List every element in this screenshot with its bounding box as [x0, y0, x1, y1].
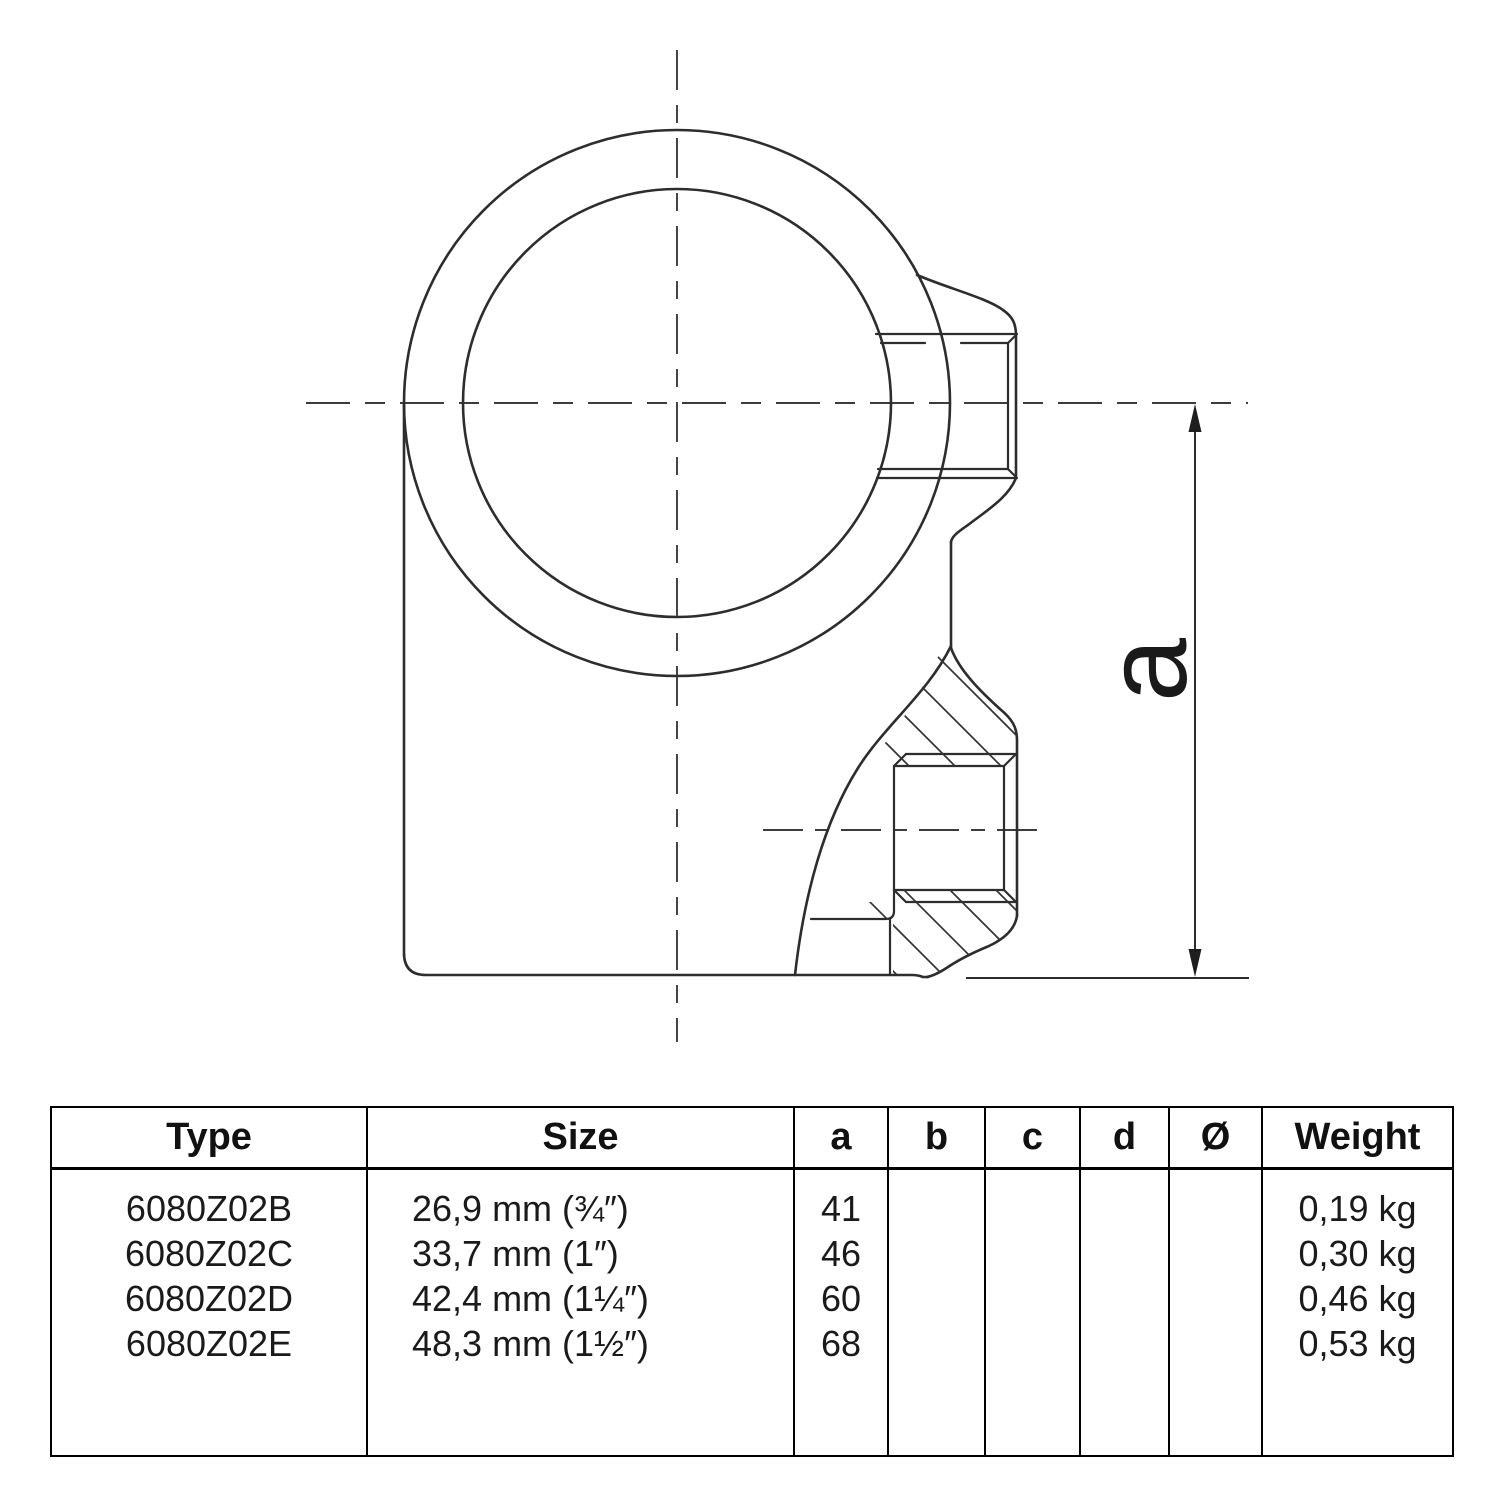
- header-diameter: Ø: [1169, 1107, 1262, 1169]
- cell-d: [1080, 1276, 1169, 1321]
- body-left-bottom-outline: [404, 403, 928, 977]
- arrowhead-down-icon: [1189, 949, 1202, 977]
- cell-type: 6080Z02C: [51, 1231, 367, 1276]
- cell-type: 6080Z02D: [51, 1276, 367, 1321]
- cell-diameter: [1169, 1321, 1262, 1366]
- table-row: [51, 1231, 1453, 1276]
- lower-socket-chamfer-tr: [1004, 754, 1016, 766]
- section-wall-arc: [795, 646, 951, 975]
- spacer-row: [51, 1169, 1453, 1187]
- cell-size: 33,7 mm (1″): [367, 1231, 794, 1276]
- upper-socket-flange-bottom: [951, 478, 1016, 542]
- dimension-label: a: [1083, 638, 1211, 702]
- cell-b: [888, 1276, 985, 1321]
- header-b: b: [888, 1107, 985, 1169]
- cell-a: 41: [794, 1186, 888, 1231]
- header-c: c: [985, 1107, 1080, 1169]
- header-type: Type: [51, 1107, 367, 1169]
- fitting-outline: [404, 130, 1017, 977]
- cell-weight: 0,19 kg: [1262, 1186, 1453, 1231]
- cell-b: [888, 1186, 985, 1231]
- cell-weight: 0,53 kg: [1262, 1321, 1453, 1366]
- section-hatching-upper: [600, 319, 1100, 957]
- lower-socket-chamfer-bl: [894, 890, 906, 902]
- table-row: [51, 1186, 1453, 1231]
- cell-weight: 0,30 kg: [1262, 1231, 1453, 1276]
- socket-detail-lines: [811, 334, 1017, 974]
- lower-socket-flange-top: [951, 648, 1017, 916]
- cell-a: 68: [794, 1321, 888, 1366]
- table-row: [51, 1321, 1453, 1366]
- header-weight: Weight: [1262, 1107, 1453, 1169]
- cell-b: [888, 1321, 985, 1366]
- arrowhead-up-icon: [1189, 404, 1202, 432]
- table-header-row: [51, 1107, 1453, 1169]
- cell-b: [888, 1231, 985, 1276]
- table-row: [51, 1276, 1453, 1321]
- cell-a: 60: [794, 1276, 888, 1321]
- cell-diameter: [1169, 1231, 1262, 1276]
- cell-diameter: [1169, 1186, 1262, 1231]
- header-d: d: [1080, 1107, 1169, 1169]
- cell-a: 46: [794, 1231, 888, 1276]
- header-a: a: [794, 1107, 888, 1169]
- cell-d: [1080, 1231, 1169, 1276]
- cell-size: 48,3 mm (1½″): [367, 1321, 794, 1366]
- cell-c: [985, 1231, 1080, 1276]
- cell-size: 26,9 mm (¾″): [367, 1186, 794, 1231]
- section-hatching-lower: [600, 494, 1100, 1085]
- spec-table: [50, 1106, 1454, 1457]
- cell-d: [1080, 1321, 1169, 1366]
- cell-d: [1080, 1186, 1169, 1231]
- cell-size: 42,4 mm (1¼″): [367, 1276, 794, 1321]
- header-size: Size: [367, 1107, 794, 1169]
- cell-type: 6080Z02E: [51, 1321, 367, 1366]
- cell-type: 6080Z02B: [51, 1186, 367, 1231]
- cell-diameter: [1169, 1276, 1262, 1321]
- cell-c: [985, 1186, 1080, 1231]
- cell-c: [985, 1276, 1080, 1321]
- cell-c: [985, 1321, 1080, 1366]
- filler-row: [51, 1366, 1453, 1456]
- cell-weight: 0,46 kg: [1262, 1276, 1453, 1321]
- centerlines: [306, 50, 1248, 1042]
- lower-socket-flange-bottom: [927, 916, 1017, 977]
